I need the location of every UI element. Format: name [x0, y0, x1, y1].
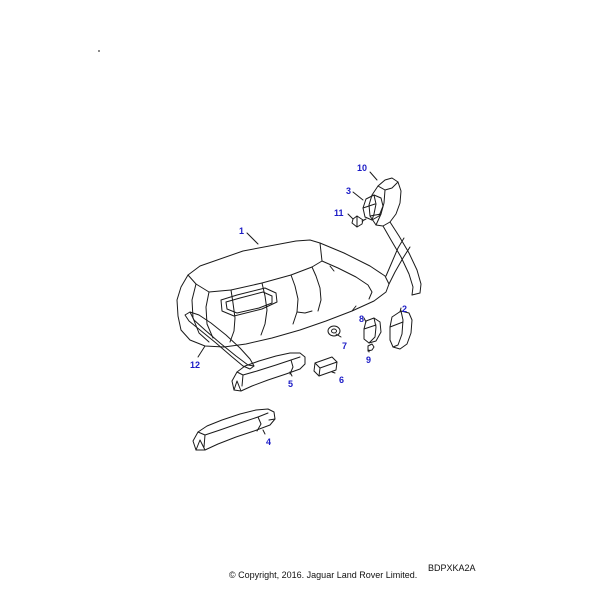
leader-6: [332, 372, 335, 373]
leader-1: [247, 233, 258, 244]
leader-3: [353, 192, 363, 200]
screw-11: [352, 216, 366, 227]
leader-12: [198, 346, 205, 357]
callout-3: 3: [346, 186, 352, 196]
callout-10: 10: [357, 163, 368, 173]
trim-cover-6: [314, 357, 337, 376]
grommet-7: [328, 326, 340, 336]
callout-12: 12: [190, 360, 201, 370]
leader-11: [348, 214, 353, 219]
copyright-notice: © Copyright, 2016. Jaguar Land Rover Limited.: [229, 570, 418, 580]
artifact-speck: [98, 50, 100, 52]
bracket-8: [364, 318, 381, 343]
leader-4: [263, 430, 265, 434]
headliner-panel: [177, 240, 389, 347]
callout-4: 4: [266, 437, 272, 447]
callout-2: 2: [402, 304, 408, 314]
callout-8: 8: [359, 314, 365, 324]
callout-6: 6: [339, 375, 345, 385]
part-code-label: BDPXKA2A: [428, 563, 476, 573]
grab-handle-5: [232, 353, 305, 391]
leader-8: [364, 318, 366, 322]
visor-clip-2: [390, 311, 412, 349]
leader-10: [370, 172, 377, 180]
pillar-trim-10: [369, 178, 421, 295]
callout-9: 9: [366, 355, 372, 365]
callout-11: 11: [334, 208, 344, 218]
callout-5: 5: [288, 379, 294, 389]
grab-handle-4: [193, 409, 275, 450]
callout-7: 7: [342, 341, 348, 351]
callout-1: 1: [239, 226, 245, 236]
